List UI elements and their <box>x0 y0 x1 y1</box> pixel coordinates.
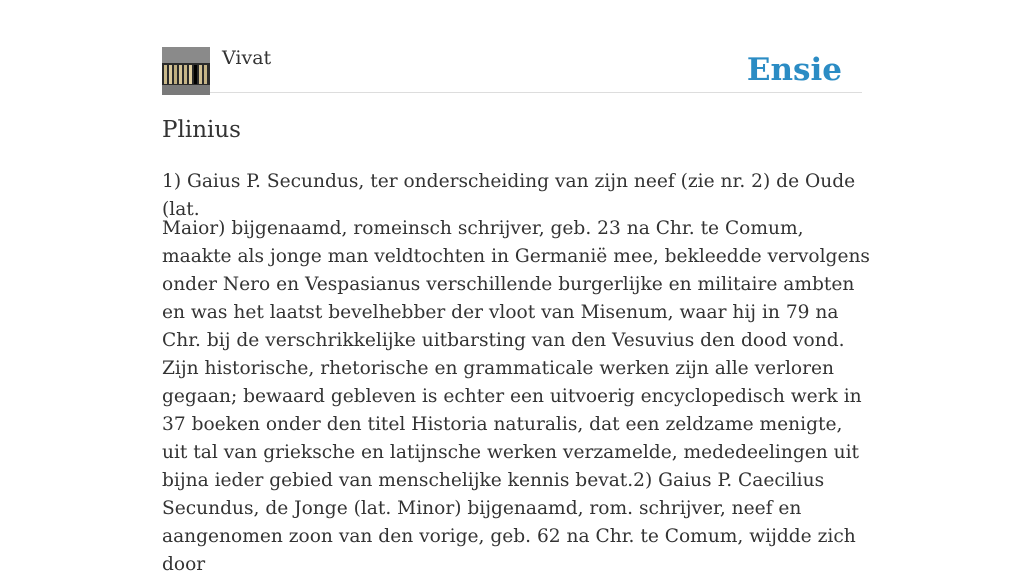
book-spines-icon <box>162 47 210 95</box>
header <box>162 47 862 93</box>
site-name[interactable]: Vivat <box>222 47 272 69</box>
article-paragraph-1: 1) Gaius P. Secundus, ter onderscheiding van zijn neef (zie nr. 2) de Oude (lat. <box>162 171 856 220</box>
article-paragraph-2: Maior) bijgenaamd, romeinsch schrijver, geb. 23 na Chr. te Comum, maakte als jonge man veldtochten in Germanië mee, bekleedde vervolgens onder Nero en Vespasianus verschillende burgerlijke en militaire ambten en was het laatst bevelhebber der vloot van Misenum, waar hij in 79 na Chr. bij de verschrikkelijke uitbarsting van den Vesuvius den dood vond. Zijn historische, rhetorische en grammaticale werken zijn alle verloren gegaan; bewaard gebleven is echter een uitvoerig encyclopedisch werk in 37 boeken onder den titel Historia naturalis, dat een zeldzame menigte, uit tal van grieksche en latijnsche werken verzamelde, mededeelingen uit bijna ieder gebied van menschelijke kennis bevat.2) Gaius P. Caecilius Secundus, de Jonge (lat. Minor) bijgenaamd, rom. schrijver, neef en aangenomen zoon van den vorige, geb. 62 na Chr. te Comum, wijdde zich door <box>162 218 870 575</box>
avatar[interactable] <box>162 47 210 95</box>
ensie-logo[interactable]: Ensie <box>746 52 842 88</box>
page-title: Plinius <box>162 117 241 143</box>
